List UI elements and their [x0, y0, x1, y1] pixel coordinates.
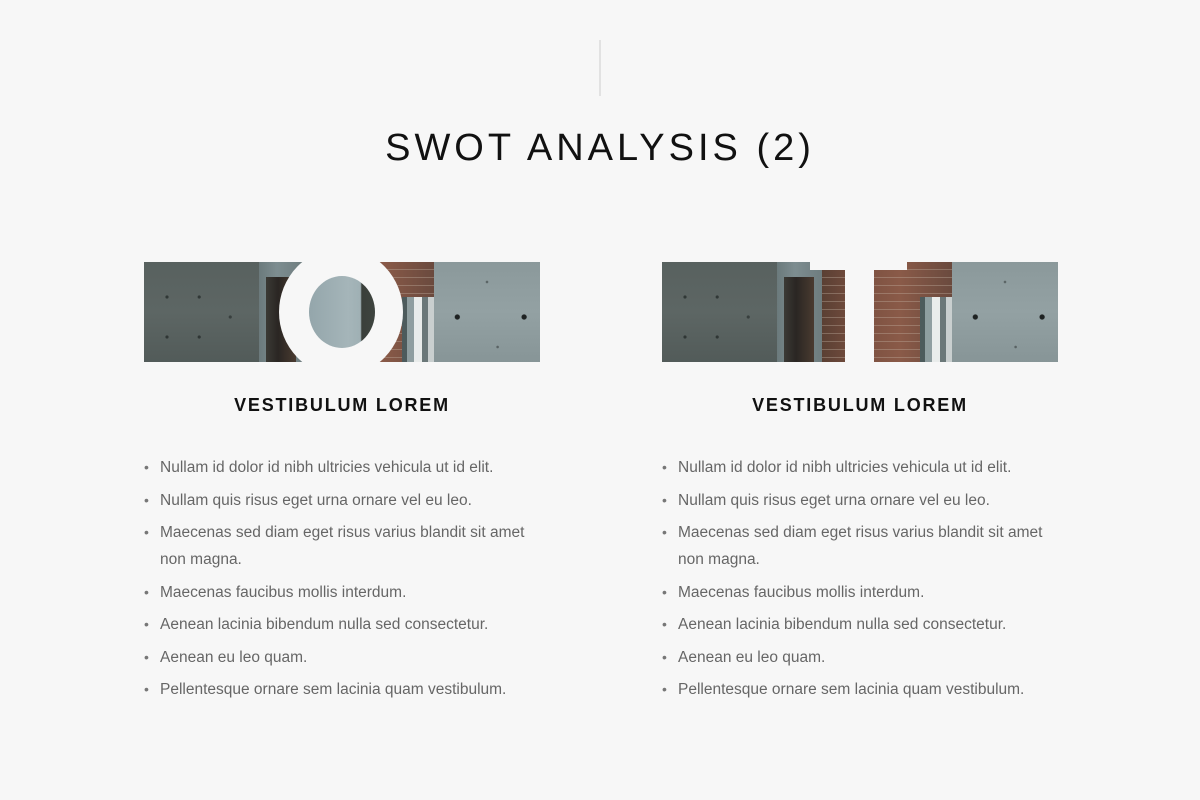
concrete-wall-dark — [662, 262, 777, 362]
window — [920, 297, 952, 362]
swot-column-threats — [662, 262, 1058, 698]
photo-with-letter-o — [144, 262, 540, 362]
window — [402, 297, 434, 362]
column-heading: VESTIBULUM LOREM — [234, 395, 450, 415]
swot-column-opportunities — [144, 262, 540, 698]
list-item: • Nullam id dolor id nibh ultricies vehicula ut id elit. — [144, 454, 540, 481]
letter-t-stem — [845, 262, 874, 362]
list-item: • Aenean lacinia bibendum nulla sed consectetur. — [144, 611, 540, 638]
list-item: • Pellentesque ornare sem lacinia quam vestibulum. — [144, 676, 540, 703]
doorway — [784, 277, 814, 362]
bullet-list — [662, 454, 1062, 709]
photo-with-letter-t — [662, 262, 1058, 362]
list-item: • Maecenas sed diam eget risus varius blandit sit amet non magna. — [662, 519, 1058, 573]
page-title: SWOT ANALYSIS (2) — [385, 127, 815, 169]
list-item: • Nullam quis risus eget urna ornare vel eu leo. — [662, 487, 1058, 514]
list-item: • Pellentesque ornare sem lacinia quam vestibulum. — [662, 676, 1058, 703]
top-divider-line — [599, 40, 601, 96]
list-item: • Aenean eu leo quam. — [662, 644, 1058, 671]
list-item: • Nullam quis risus eget urna ornare vel eu leo. — [144, 487, 540, 514]
bullet-list — [144, 454, 544, 709]
concrete-wall-light — [952, 262, 1058, 362]
concrete-wall-light — [434, 262, 540, 362]
list-item: • Aenean eu leo quam. — [144, 644, 540, 671]
concrete-wall-dark — [144, 262, 259, 362]
list-item: • Maecenas faucibus mollis interdum. — [144, 579, 540, 606]
list-item: • Maecenas sed diam eget risus varius blandit sit amet non magna. — [144, 519, 540, 573]
list-item: • Aenean lacinia bibendum nulla sed consectetur. — [662, 611, 1058, 638]
letter-o-counter — [309, 276, 375, 348]
column-heading: VESTIBULUM LOREM — [752, 395, 968, 415]
list-item: • Nullam id dolor id nibh ultricies vehicula ut id elit. — [662, 454, 1058, 481]
list-item: • Maecenas faucibus mollis interdum. — [662, 579, 1058, 606]
